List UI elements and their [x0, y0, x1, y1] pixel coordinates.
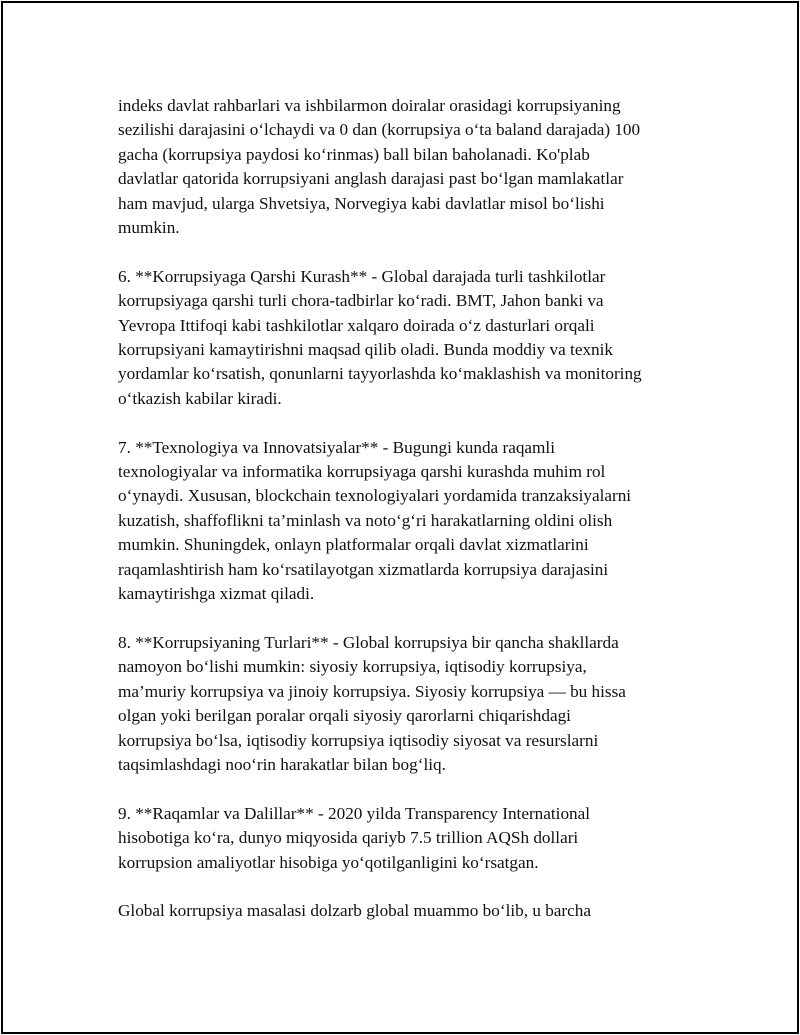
text-line: mumkin. [118, 218, 180, 238]
text-line: korrupsiyaga qarshi turli chora-tadbirlar ko‘radi. BMT, Jahon banki va [118, 291, 604, 311]
text-line: mumkin. Shuningdek, onlayn platformalar orqali davlat xizmatlarini [118, 535, 589, 555]
paragraph [118, 436, 698, 607]
text-line: Yevropa Ittifoqi kabi tashkilotlar xalqaro doirada o‘z dasturlari orqali [118, 315, 595, 335]
text-line: olgan yoki berilgan poralar orqali siyosiy qarorlarni chiqarishdagi [118, 706, 571, 726]
text-line: 7. **Texnologiya va Innovatsiyalar** - Bugungi kunda raqamli [118, 437, 555, 457]
text-line: davlatlar qatorida korrupsiyani anglash darajasi past bo‘lgan mamlakatlar [118, 169, 624, 189]
text-line: gacha (korrupsiya paydosi ko‘rinmas) ball bilan baholanadi. Ko'plab [118, 144, 590, 164]
text-line: 6. **Korrupsiyaga Qarshi Kurash** - Global darajada turli tashkilotlar [118, 266, 606, 286]
text-line: texnologiyalar va informatika korrupsiyaga qarshi kurashda muhim rol [118, 462, 606, 482]
text-line: korrupsion amaliyotlar hisobiga yo‘qotilganligini ko‘rsatgan. [118, 852, 539, 872]
text-line: o‘ynaydi. Xususan, blockchain texnologiyalari yordamida tranzaksiyalarni [118, 486, 632, 506]
text-line: raqamlashtirish ham ko‘rsatilayotgan xizmatlarda korrupsiya darajasini [118, 559, 609, 579]
document-page [1, 1, 799, 1034]
text-line: kamaytirishga xizmat qiladi. [118, 584, 315, 604]
text-line: hisobotiga ko‘ra, dunyo miqyosida qariyb 7.5 trillion AQSh dollari [118, 828, 579, 848]
text-line: yordamlar ko‘rsatish, qonunlarni tayyorlashda ko‘maklashish va monitoring [118, 364, 642, 384]
text-line: korrupsiyani kamaytirishni maqsad qilib oladi. Bunda moddiy va texnik [118, 340, 614, 360]
text-line: taqsimlashdagi noo‘rin harakatlar bilan bog‘liq. [118, 754, 446, 774]
text-line: namoyon bo‘lishi mumkin: siyosiy korrupsiya, iqtisodiy korrupsiya, [118, 657, 587, 677]
text-line: Global korrupsiya masalasi dolzarb global muammo bo‘lib, u barcha [118, 901, 592, 921]
text-line: indeks davlat rahbarlari va ishbilarmon doiralar orasidagi korrupsiyaning [118, 96, 621, 115]
paragraph [118, 631, 698, 777]
text-line: korrupsiya bo‘lsa, iqtisodiy korrupsiya iqtisodiy siyosat va resurslarni [118, 730, 599, 750]
text-line: o‘tkazish kabilar kiradi. [118, 388, 282, 408]
paragraph [118, 94, 698, 240]
text-line: 9. **Raqamlar va Dalillar** - 2020 yilda Transparency International [118, 803, 591, 823]
text-line: ham mavjud, ularga Shvetsiya, Norvegiya kabi davlatlar misol bo‘lishi [118, 193, 605, 213]
paragraph [118, 899, 698, 923]
text-line: ma’muriy korrupsiya va jinoiy korrupsiya. Siyosiy korrupsiya — bu hissa [118, 681, 626, 701]
text-line: sezilishi darajasini o‘lchaydi va 0 dan (korrupsiya o‘ta baland darajada) 100 [118, 120, 641, 140]
paragraph [118, 265, 698, 411]
text-line: 8. **Korrupsiyaning Turlari** - Global korrupsiya bir qancha shakllarda [118, 632, 619, 652]
paragraph [118, 802, 698, 875]
text-line: kuzatish, shaffoflikni ta’minlash va noto‘g‘ri harakatlarning oldini olish [118, 510, 613, 530]
document-body [118, 94, 698, 948]
